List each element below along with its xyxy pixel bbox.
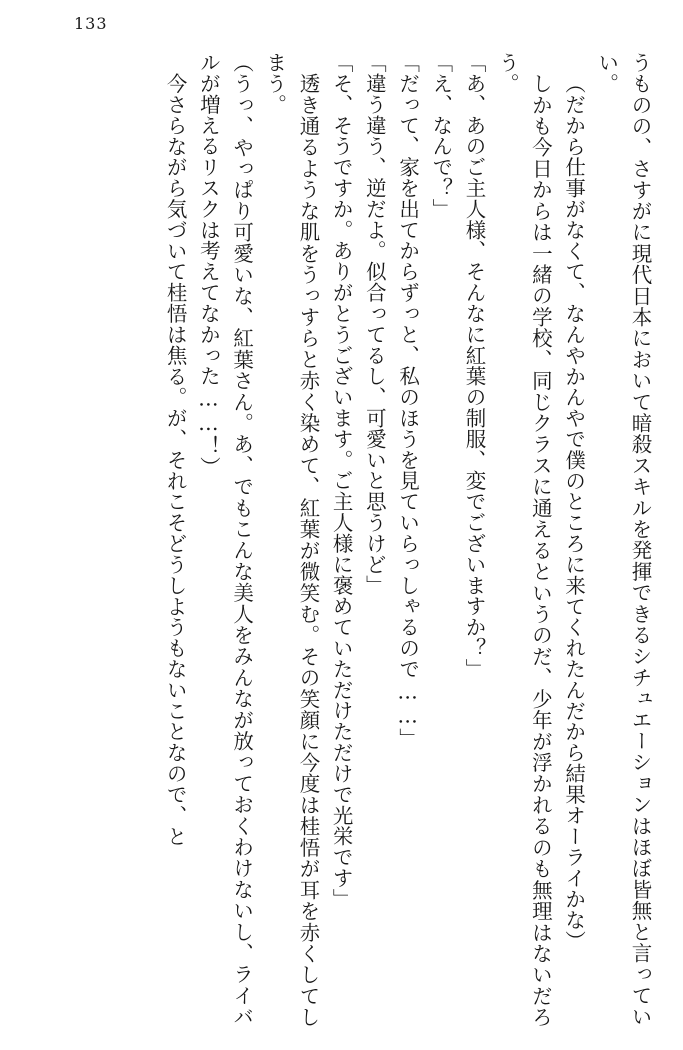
paragraph: しかも今日からは一緒の学校、同じクラスに通えるというのだ、少年が浮かれるのも無理はないだろう。 (495, 52, 553, 1027)
vertical-text-body (26, 52, 656, 1027)
paragraph: 「そ、そうですか。ありがとうございます。ご主人様に褒めていただけただけで光栄です」 (329, 52, 354, 910)
paragraph: 透き通るような肌をうっすらと赤く染めて、紅葉が微笑む。その笑顔に今度は桂悟が耳を赤くしてしまう。 (262, 52, 320, 1027)
paragraph: 今さらながら気づいて桂悟は焦る。が、それこそどうしようもないことなので、と (163, 72, 188, 847)
paragraph: 「だって、家を出てからずっと、私のほうを見ていらっしゃるので……」 (395, 52, 420, 750)
paragraph: うものの、さすがに現代日本において暗殺スキルを発揮できるシチュエーションはほぼ皆無と言っていい。 (594, 52, 652, 1027)
paragraph: 「え、なんで？」 (428, 52, 453, 220)
paragraph: 「違う違う、逆だよ。似合ってるし、可愛いと思うけど」 (362, 52, 387, 596)
paragraph: （だから仕事がなくて、なんやかんやで僕のところに来てくれたんだから結果オーライかな） (561, 72, 586, 951)
paragraph: 「あ、あのご主人様、そんなに紅葉の制服、変でございますか？」 (461, 52, 486, 680)
paragraph: （うっ、やっぱり可愛いな、紅葉さん。あ、でもこんな美人をみんなが放っておくわけないし、ライバルが増えるリスクは考えてなかった……！） (196, 52, 254, 1027)
page-number: 133 (74, 14, 108, 33)
